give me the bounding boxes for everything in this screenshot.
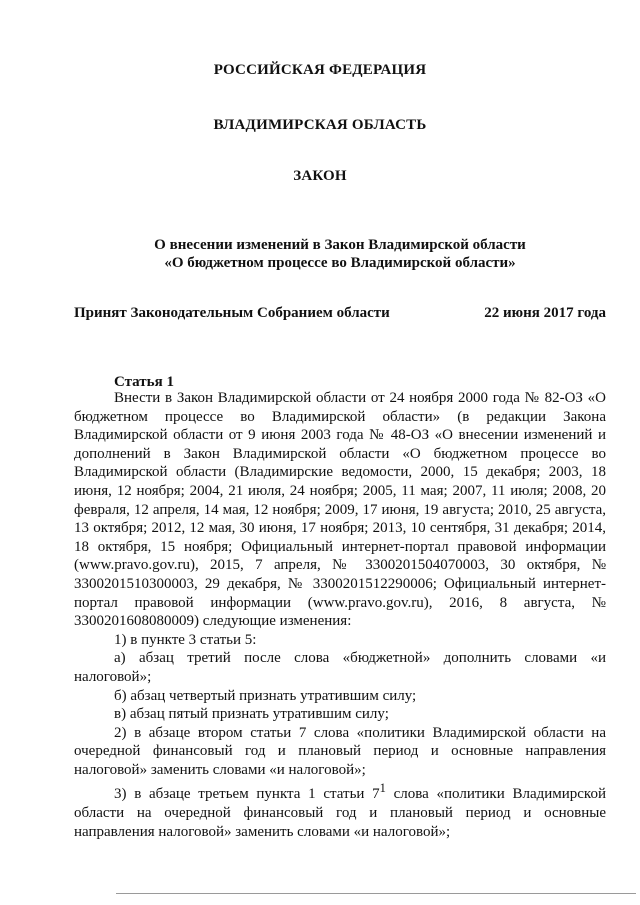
article-superscript: 1	[379, 781, 386, 796]
amendment-item-1c: в) абзац пятый признать утратившим силу;	[114, 706, 389, 723]
law-title-line-1: О внесении изменений в Закон Владимирской области	[154, 237, 526, 253]
article-body	[74, 389, 606, 841]
amendment-item-2: 2) в абзаце втором статьи 7 слова «политики Владимирской области на очередной финансовый год и плановый период и основные направления налоговой» заменить словами «и налоговой»;	[74, 724, 606, 778]
country-heading: РОССИЙСКАЯ ФЕДЕРАЦИЯ	[213, 62, 427, 78]
law-title-line-2: «О бюджетном процессе во Владимирской области»	[164, 255, 516, 271]
amendment-item-3	[74, 779, 606, 841]
amendment-item-1: 1) в пункте 3 статьи 5:	[114, 631, 257, 648]
article-intro-paragraph: Внести в Закон Владимирской области от 24 ноября 2000 года № 82-ОЗ «О бюджетном процессе во Владимирской области» (в редакции Закона Владимирской области от 9 июня 2003 года № 48-ОЗ «О внесении изменений и дополнений в Закон Владимирской области «О бюджетном процессе во Владимирской области (Владимирские ведомости, 2000, 15 декабря; 2003, 18 июня, 12 ноября; 2004, 21 июля, 24 ноября; 2005, 11 мая; 2007, 11 июля; 2008, 20 февраля, 12 апреля, 14 мая, 12 ноября; 2009, 17 июня, 19 августа; 2010, 25 августа, 13 октября; 2012, 12 мая, 30 июня, 17 ноября; 2013, 10 сентября, 31 декабря; 2014, 18 октября, 15 ноября; Официальный интернет-портал правовой информации (www.pravo.gov.ru), 2015, 7 апреля, № 3300201504070003, 30 октября, № 3300201510300003, 29 декабря, № 3300201512290006; Официальный интернет-портал правовой информации (www.pravo.gov.ru), 2016, 8 августа, № 3300201608080009) следующие изменения:	[74, 390, 606, 630]
adopted-by-text: Принят Законодательным Собранием области	[74, 305, 390, 321]
amendment-item-1b: б) абзац четвертый признать утратившим силу;	[114, 687, 417, 704]
article-title: Статья 1	[114, 374, 174, 390]
adoption-date: 22 июня 2017 года	[484, 305, 606, 321]
document-type-heading: ЗАКОН	[293, 168, 347, 184]
amendment-item-3-start: 3) в абзаце третьем пункта 1 статьи 7	[114, 786, 380, 803]
page-bottom-rule	[116, 893, 636, 894]
region-heading: ВЛАДИМИРСКАЯ ОБЛАСТЬ	[213, 117, 427, 133]
amendment-item-1a: а) абзац третий после слова «бюджетной» дополнить словами «и налоговой»;	[74, 650, 606, 685]
law-title	[60, 236, 620, 272]
amendment-item-3-end: слова «политики Владимирской области на очередной финансовый год и плановый период и основные направления налоговой» заменить словами «и налоговой»;	[74, 786, 606, 840]
